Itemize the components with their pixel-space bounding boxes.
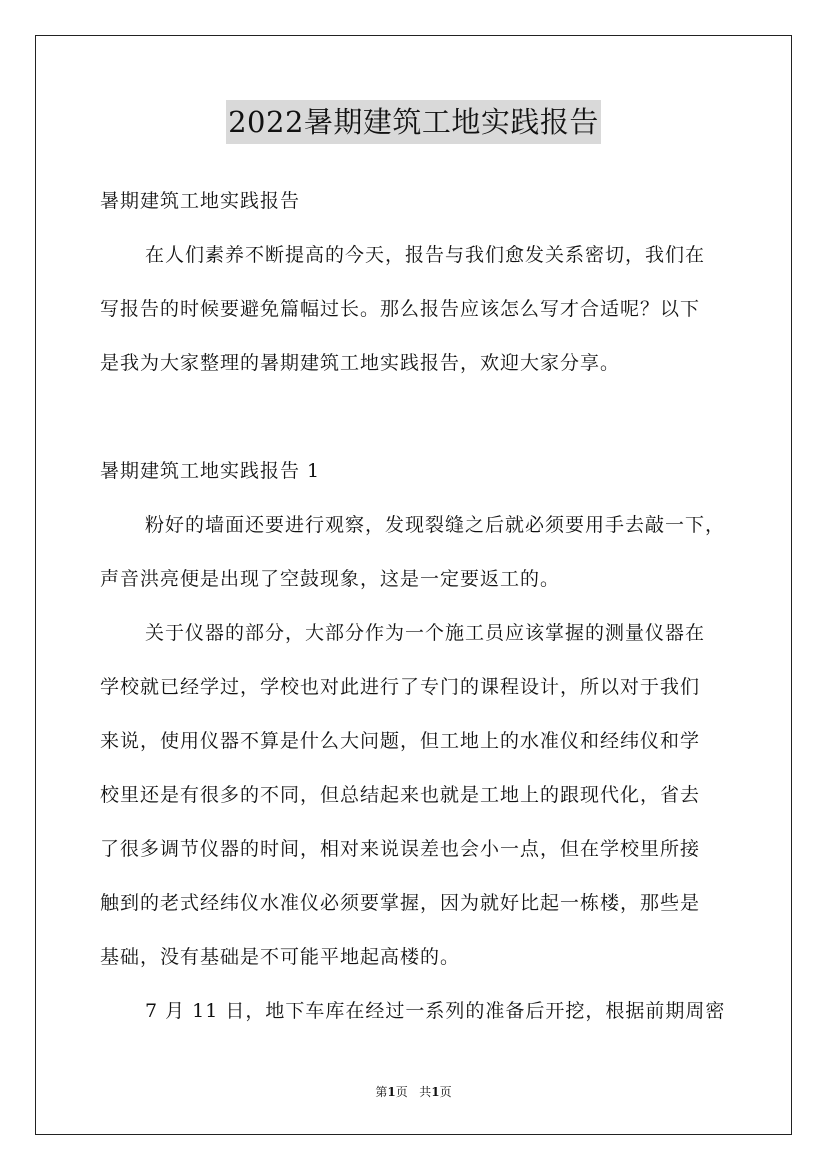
document-title: 2022暑期建筑工地实践报告 (226, 100, 601, 144)
line-4: 是我为大家整理的暑期建筑工地实践报告，欢迎大家分享。 (100, 352, 621, 374)
line-2: 在人们素养不断提高的今天，报告与我们愈发关系密切，我们在 (145, 244, 706, 266)
line-13: 了很多调节仪器的时间，相对来说误差也会小一点，但在学校里所接 (100, 838, 701, 860)
line-6: 暑期建筑工地实践报告 1 (100, 460, 321, 482)
line-14: 触到的老式经纬仪水准仪必须要掌握，因为就好比起一栋楼，那些是 (100, 892, 701, 914)
line-1: 暑期建筑工地实践报告 (100, 190, 301, 212)
footer-total-number: 1 (431, 1085, 440, 1099)
footer-total-prefix: 共 (419, 1085, 432, 1099)
line-11: 来说，使用仪器不算是什么大问题，但工地上的水准仪和经纬仪和学 (100, 730, 701, 752)
footer-page-number: 1 (387, 1085, 396, 1099)
footer-page-prefix: 第 (375, 1085, 388, 1099)
line-10: 学校就已经学过，学校也对此进行了专门的课程设计，所以对于我们 (100, 676, 701, 698)
document-body (100, 174, 740, 1038)
line-12: 校里还是有很多的不同，但总结起来也就是工地上的跟现代化，省去 (100, 784, 701, 806)
line-16: 7 月 11 日，地下车库在经过一系列的准备后开挖，根据前期周密 (145, 1000, 726, 1022)
line-7: 粉好的墙面还要进行观察，发现裂缝之后就必须要用手去敲一下， (145, 514, 726, 536)
footer-total-suffix: 页 (439, 1085, 452, 1099)
line-15: 基础，没有基础是不可能平地起高楼的。 (100, 946, 461, 968)
line-8: 声音洪亮便是出现了空鼓现象，这是一定要返工的。 (100, 568, 561, 590)
line-5-blank (100, 390, 740, 444)
footer-page-suffix: 页 (395, 1085, 408, 1099)
title-container (0, 100, 827, 144)
line-3: 写报告的时候要避免篇幅过长。那么报告应该怎么写才合适呢？以下 (100, 298, 701, 320)
line-9: 关于仪器的部分，大部分作为一个施工员应该掌握的测量仪器在 (145, 622, 706, 644)
page-footer (0, 1083, 827, 1101)
